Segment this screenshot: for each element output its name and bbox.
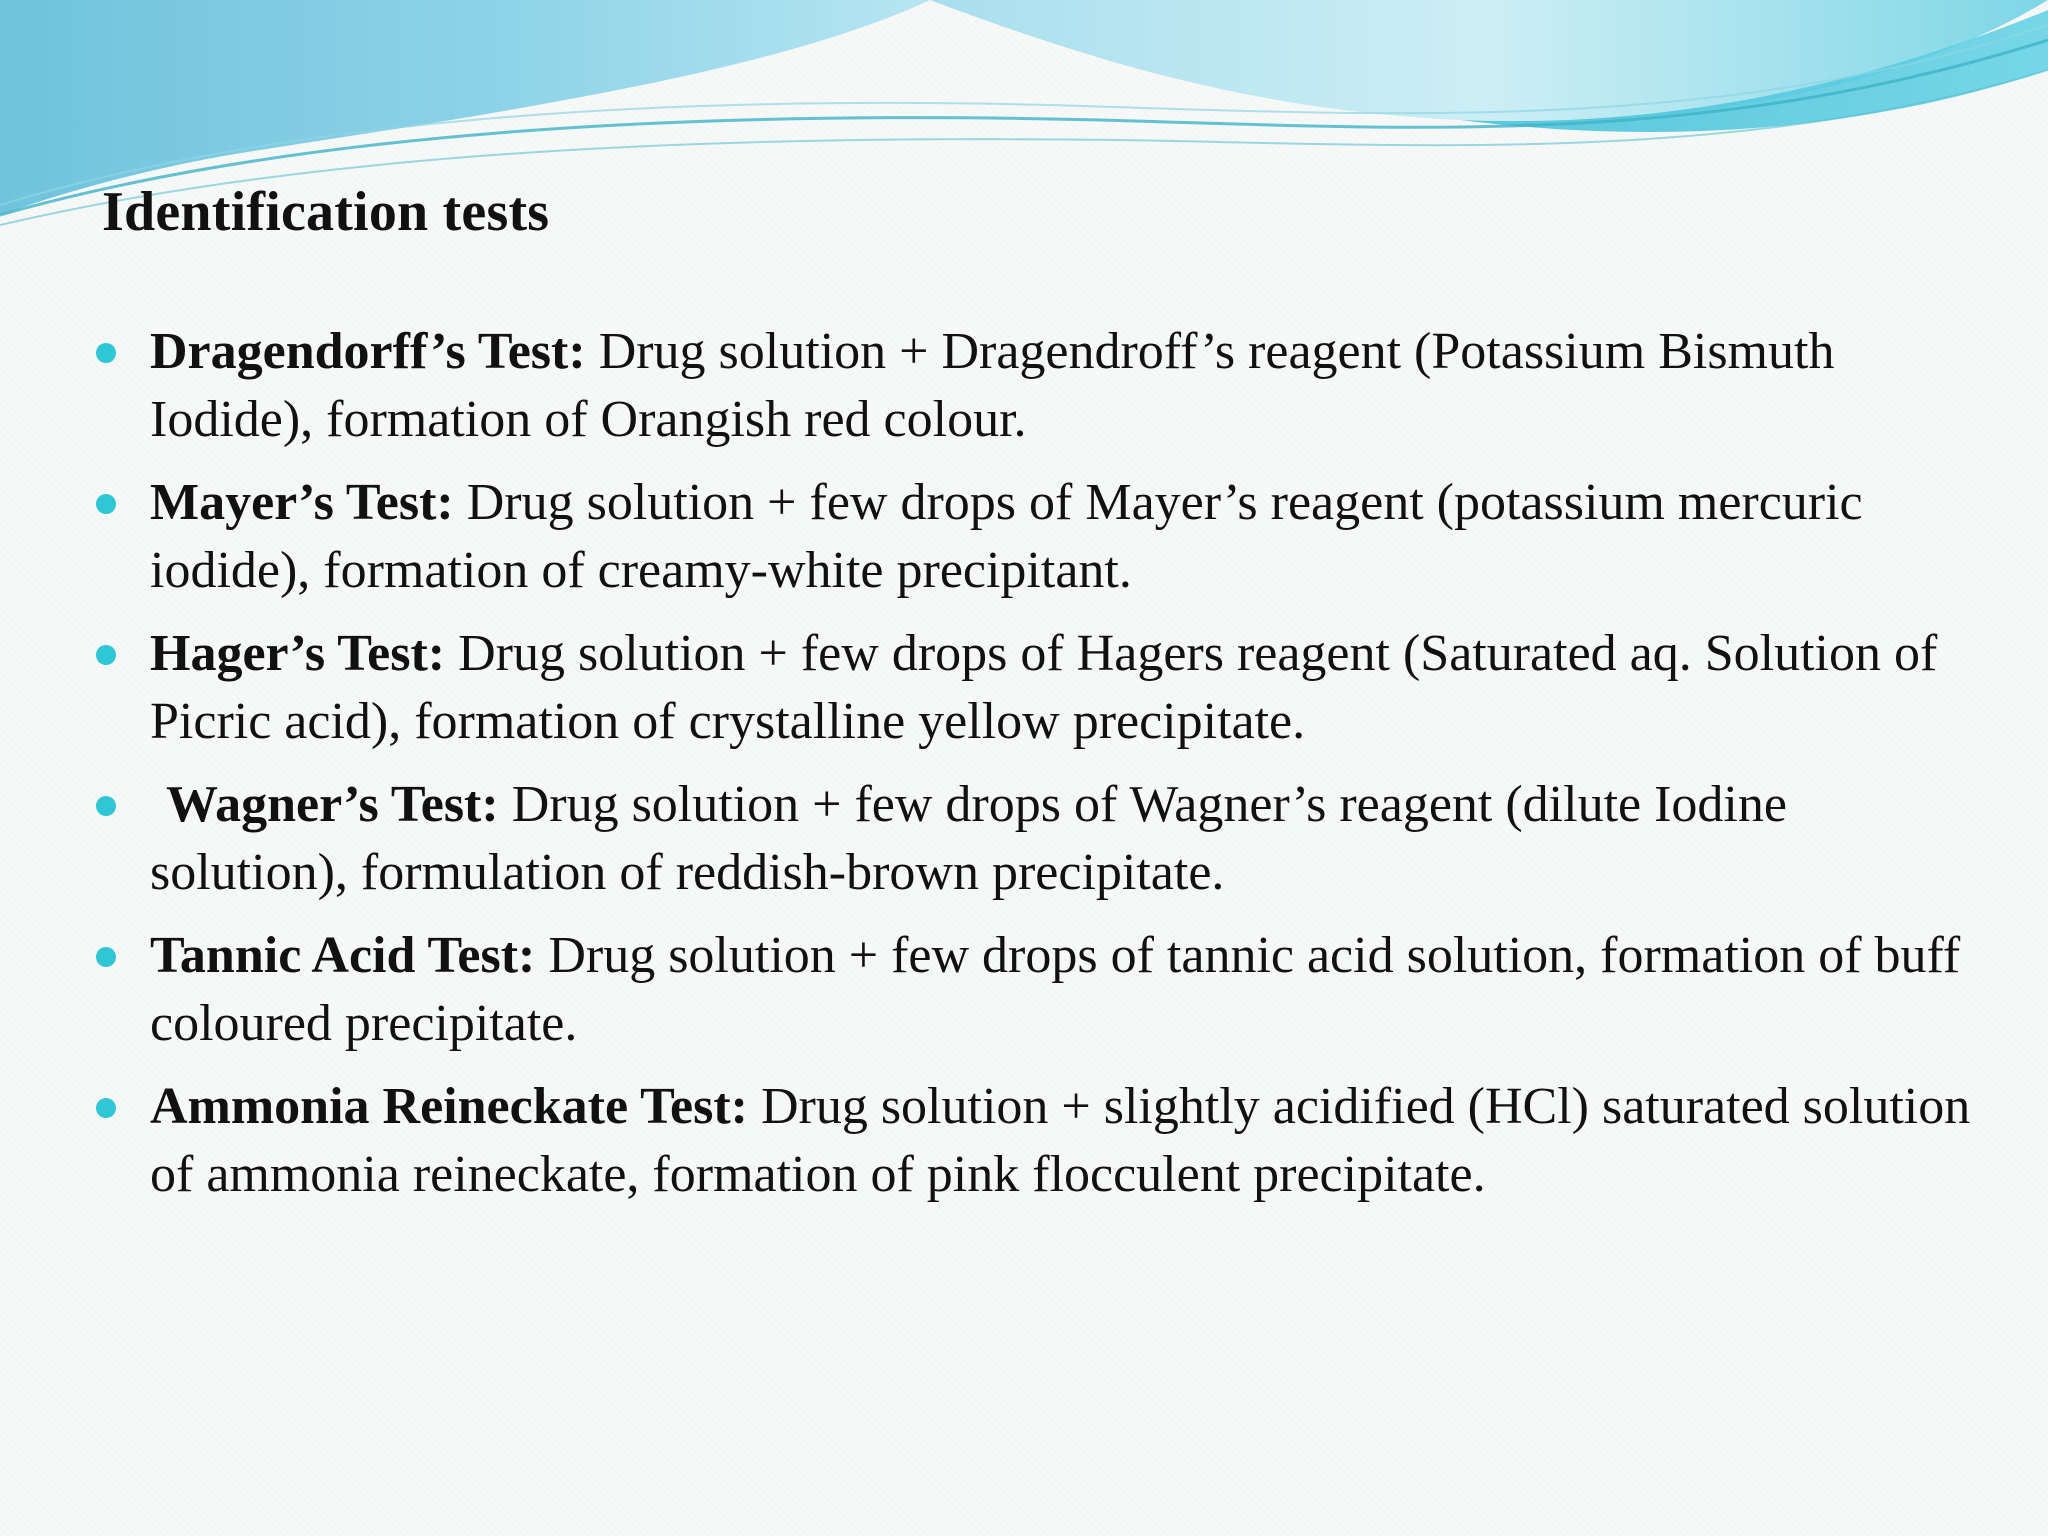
slide-title: Identification tests xyxy=(102,181,550,243)
list-item-dragendorff xyxy=(150,318,1990,454)
test-description: Drug solution + few drops of Hagers reagent (Saturated aq. Solution of Picric acid), formation of crystalline yellow precipitate. xyxy=(150,625,1938,750)
test-name: Ammonia Reineckate Test: xyxy=(150,1078,748,1135)
bullet-icon xyxy=(96,947,116,967)
test-list xyxy=(150,318,1990,1224)
test-description: Drug solution + few drops of Wagner’s reagent (dilute Iodine solution), formulation of reddish-brown precipitate. xyxy=(150,776,1787,901)
test-name: Dragendorff’s Test: xyxy=(150,323,586,380)
list-item-ammonia-reineckate xyxy=(150,1073,1990,1209)
test-name: Tannic Acid Test: xyxy=(150,927,536,984)
bullet-icon xyxy=(96,796,116,816)
bullet-icon xyxy=(96,494,116,514)
test-description: Drug solution + Dragendroff’s reagent (Potassium Bismuth Iodide), formation of Orangish red colour. xyxy=(150,323,1835,448)
list-item-wagner xyxy=(150,771,1990,907)
test-description: Drug solution + few drops of Mayer’s reagent (potassium mercuric iodide), formation of creamy-white precipitant. xyxy=(150,474,1863,599)
bullet-icon xyxy=(96,343,116,363)
test-name: Wagner’s Test: xyxy=(166,776,499,833)
list-item-mayer xyxy=(150,469,1990,605)
test-name: Hager’s Test: xyxy=(150,625,446,682)
test-name: Mayer’s Test: xyxy=(150,474,454,531)
bullet-icon xyxy=(96,1098,116,1118)
test-description: Drug solution + slightly acidified (HCl) saturated solution of ammonia reineckate, formation of pink flocculent precipitate. xyxy=(150,1078,1971,1203)
list-item-tannic-acid xyxy=(150,922,1990,1058)
list-item-hager xyxy=(150,620,1990,756)
test-description: Drug solution + few drops of tannic acid solution, formation of buff coloured precipitate. xyxy=(150,927,1961,1052)
bullet-icon xyxy=(96,645,116,665)
